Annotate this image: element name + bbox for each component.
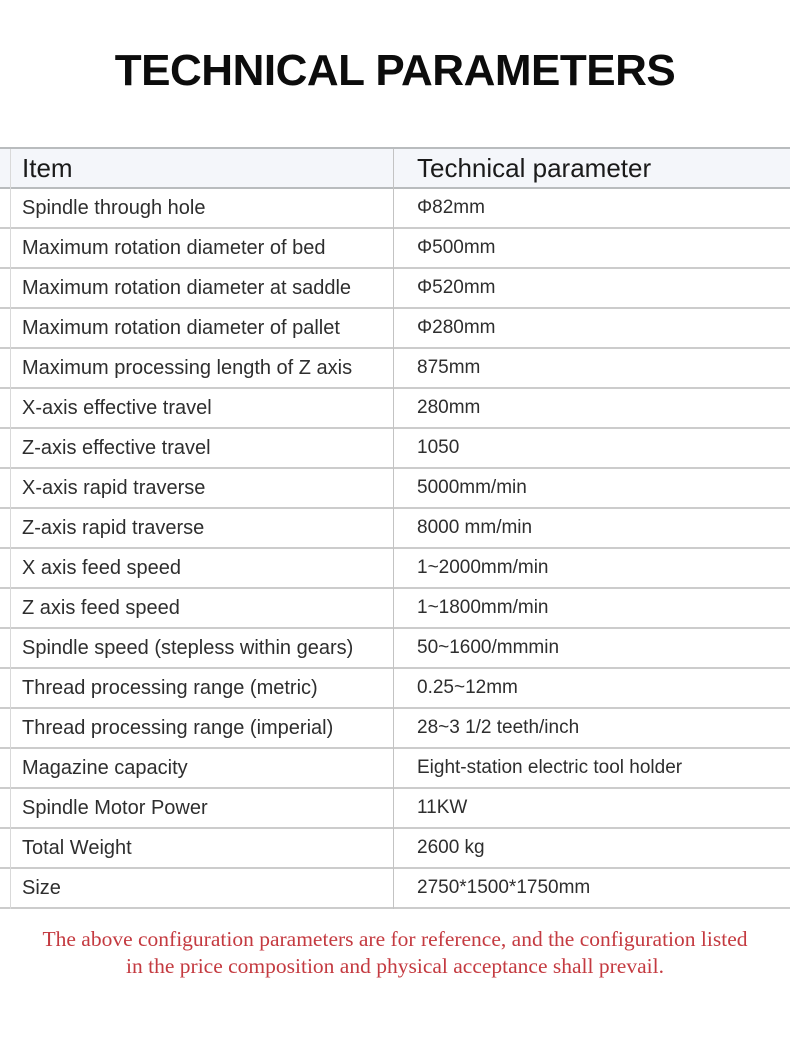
item-cell: Z-axis rapid traverse <box>22 516 205 539</box>
value-cell: 1050 <box>417 437 460 458</box>
table-row <box>0 309 790 349</box>
table-row <box>0 829 790 869</box>
item-cell: Size <box>22 876 61 899</box>
item-cell: X-axis effective travel <box>22 396 212 419</box>
value-cell: Φ500mm <box>417 237 496 258</box>
value-cell: Φ82mm <box>417 197 485 218</box>
table-row <box>0 549 790 589</box>
value-cell: Φ280mm <box>417 317 496 338</box>
value-cell: 875mm <box>417 357 481 378</box>
item-cell: Maximum rotation diameter at saddle <box>22 276 352 299</box>
item-cell: Spindle speed (stepless within gears) <box>22 636 354 659</box>
column-header-item: Item <box>22 152 73 183</box>
disclaimer-line-2: in the price composition and physical acceptance shall prevail. <box>126 954 664 978</box>
spec-table <box>0 147 790 909</box>
table-row <box>0 269 790 309</box>
item-cell: Maximum processing length of Z axis <box>22 356 353 379</box>
table-row <box>0 589 790 629</box>
item-cell: Thread processing range (metric) <box>22 676 318 699</box>
table-row <box>0 509 790 549</box>
table-row <box>0 749 790 789</box>
table-row <box>0 389 790 429</box>
disclaimer-line-1: The above configuration parameters are for reference, and the configuration listed <box>42 927 748 951</box>
table-header-row <box>0 149 790 189</box>
table-row <box>0 349 790 389</box>
value-cell: 50~1600/mmmin <box>417 637 560 658</box>
item-cell: Maximum rotation diameter of bed <box>22 236 326 259</box>
item-cell: Thread processing range (imperial) <box>22 716 334 739</box>
value-cell: 8000 mm/min <box>417 517 533 538</box>
table-row <box>0 429 790 469</box>
table-row <box>0 709 790 749</box>
value-cell: 2750*1500*1750mm <box>417 877 591 898</box>
page-title: TECHNICAL PARAMETERS <box>114 46 676 95</box>
item-cell: X-axis rapid traverse <box>22 476 206 499</box>
item-cell: X axis feed speed <box>22 556 181 579</box>
table-row <box>0 189 790 229</box>
item-cell: Z axis feed speed <box>22 596 180 619</box>
value-cell: 5000mm/min <box>417 477 527 498</box>
value-cell: 28~3 1/2 teeth/inch <box>417 717 580 738</box>
item-cell: Spindle through hole <box>22 196 206 219</box>
item-cell: Spindle Motor Power <box>22 796 208 819</box>
column-header-technical-parameter: Technical parameter <box>417 152 652 183</box>
disclaimer-note <box>0 926 790 980</box>
value-cell: 1~2000mm/min <box>417 557 549 578</box>
table-row <box>0 469 790 509</box>
value-cell: Φ520mm <box>417 277 496 298</box>
item-cell: Maximum rotation diameter of pallet <box>22 316 340 339</box>
item-cell: Total Weight <box>22 836 132 859</box>
table-row <box>0 789 790 829</box>
value-cell: 0.25~12mm <box>417 677 518 698</box>
value-cell: 280mm <box>417 397 481 418</box>
item-cell: Magazine capacity <box>22 756 188 779</box>
value-cell: 11KW <box>417 797 468 818</box>
table-row <box>0 669 790 709</box>
value-cell: 2600 kg <box>417 837 485 858</box>
table-row <box>0 229 790 269</box>
table-row <box>0 869 790 909</box>
table-row <box>0 629 790 669</box>
value-cell: Eight-station electric tool holder <box>417 757 683 778</box>
item-cell: Z-axis effective travel <box>22 436 211 459</box>
spec-table-body <box>0 189 790 909</box>
value-cell: 1~1800mm/min <box>417 597 549 618</box>
